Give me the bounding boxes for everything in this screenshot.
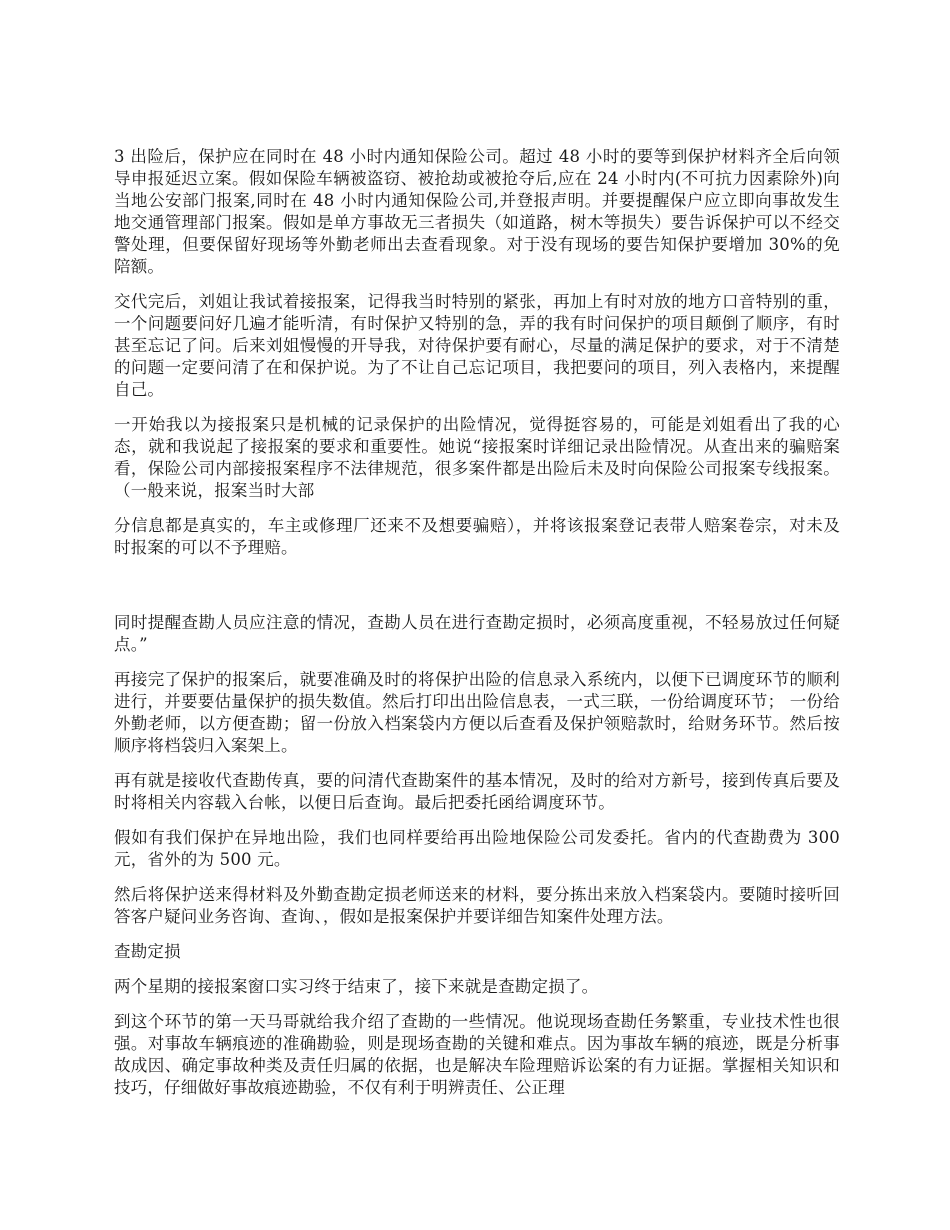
paragraph-survey-reminder: 同时提醒查勘人员应注意的情况，查勘人员在进行查勘定损时，必须高度重视，不轻易放过任何疑点。” xyxy=(114,613,840,654)
paragraph-material-sorting: 然后将保护送来得材料及外勤查勘定损老师送来的材料，要分拣出来放入档案袋内。要随时接听回答客户疑问业务咨询、查询、，假如是报案保护并要详细告知案件处理方法。 xyxy=(114,885,840,926)
paragraph-survey-intro: 到这个环节的第一天马哥就给我介绍了查勘的一些情况。他说现场查勘任务繁重，专业技术性也很强。对事故车辆痕迹的准确勘验，则是现场查勘的关键和难点。因为事故车辆的痕迹，既是分析事故成因、确定事故种类及责任归属的依据，也是解决车险理赔诉讼案的有力证据。掌握相关知识和技巧，仔细做好事故痕迹勘验，不仅有利于明辨责任、公正理 xyxy=(114,1012,840,1097)
paragraph-internship-end: 两个星期的接报案窗口实习终于结束了，接下来就是查勘定损了。 xyxy=(114,977,599,996)
paragraph-system-entry: 再接完了保护的报案后，就要准确及时的将保护出险的信息录入系统内，以便下已调度环节的顺利进行，并要要估量保护的损失数值。然后打印出出险信息表，一式三联，一份给调度环节； 一份给外勤老师，以方便查勘；留一份放入档案袋内方便以后查看及保护领赔款时，给财务环节。然后按顺序将档袋归入案架上。 xyxy=(114,670,840,755)
document-body xyxy=(114,146,840,1112)
section-heading-survey: 查勘定损 xyxy=(114,942,181,961)
paragraph-remote-survey-fee: 假如有我们保护在异地出险，我们也同样要给再出险地保险公司发委托。省内的代查勘费为 300 元，省外的为 500 元。 xyxy=(114,828,840,869)
page-gap xyxy=(114,572,840,612)
paragraph-report-importance: 一开始我以为接报案只是机械的记录保护的出险情况，觉得挺容易的，可能是刘姐看出了我的心态，就和我说起了接报案的要求和重要性。她说“接报案时详细记录出险情况。从查出来的骗赔案看，保险公司内部接报案程序不法律规范，很多案件都是出险后未及时向保险公司报案专线报案。（一般来说，报案当时大部 xyxy=(114,415,840,500)
paragraph-report-importance-continued: 分信息都是真实的，车主或修理厂还来不及想要骗赔），并将该报案登记表带人赔案卷宗，对未及时报案的可以不予理赔。 xyxy=(114,516,840,557)
paragraph-report-deadline: 3 出险后，保护应在同时在 48 小时内通知保险公司。超过 48 小时的要等到保护材料齐全后向领导申报延迟立案。假如保险车辆被盗窃、被抢劫或被抢夺后,应在 24 小时内(不可抗力因素除外)向当地公安部门报案,同时在 48 小时内通知保险公司,并登报声明。并要提醒保户应立即向事故发生地交通管理部门报案。假如是单方事故无三者损失（如道路，树木等损失）要告诉保护可以不经交警处理，但要保留好现场等外勤老师出去查看现象。对于没有现场的要告知保护要增加 30%的免陪额。 xyxy=(114,147,840,276)
paragraph-fax-survey: 再有就是接收代查勘传真，要的问清代查勘案件的基本情况，及时的给对方新号，接到传真后要及时将相关内容载入台帐，以便日后查询。最后把委托函给调度环节。 xyxy=(114,771,840,812)
paragraph-first-report-attempt: 交代完后，刘姐让我试着接报案，记得我当时特别的紧张，再加上有时对放的地方口音特别的重，一个问题要问好几遍才能听清，有时保护又特别的急，弄的我有时问保护的项目颠倒了顺序，有时甚至忘记了问。后来刘姐慢慢的开导我，对待保护要有耐心，尽量的满足保护的要求，对于不清楚的问题一定要问清了在和保护说。为了不让自己忘记项目，我把要问的项目，列入表格内，来提醒自己。 xyxy=(114,292,840,399)
